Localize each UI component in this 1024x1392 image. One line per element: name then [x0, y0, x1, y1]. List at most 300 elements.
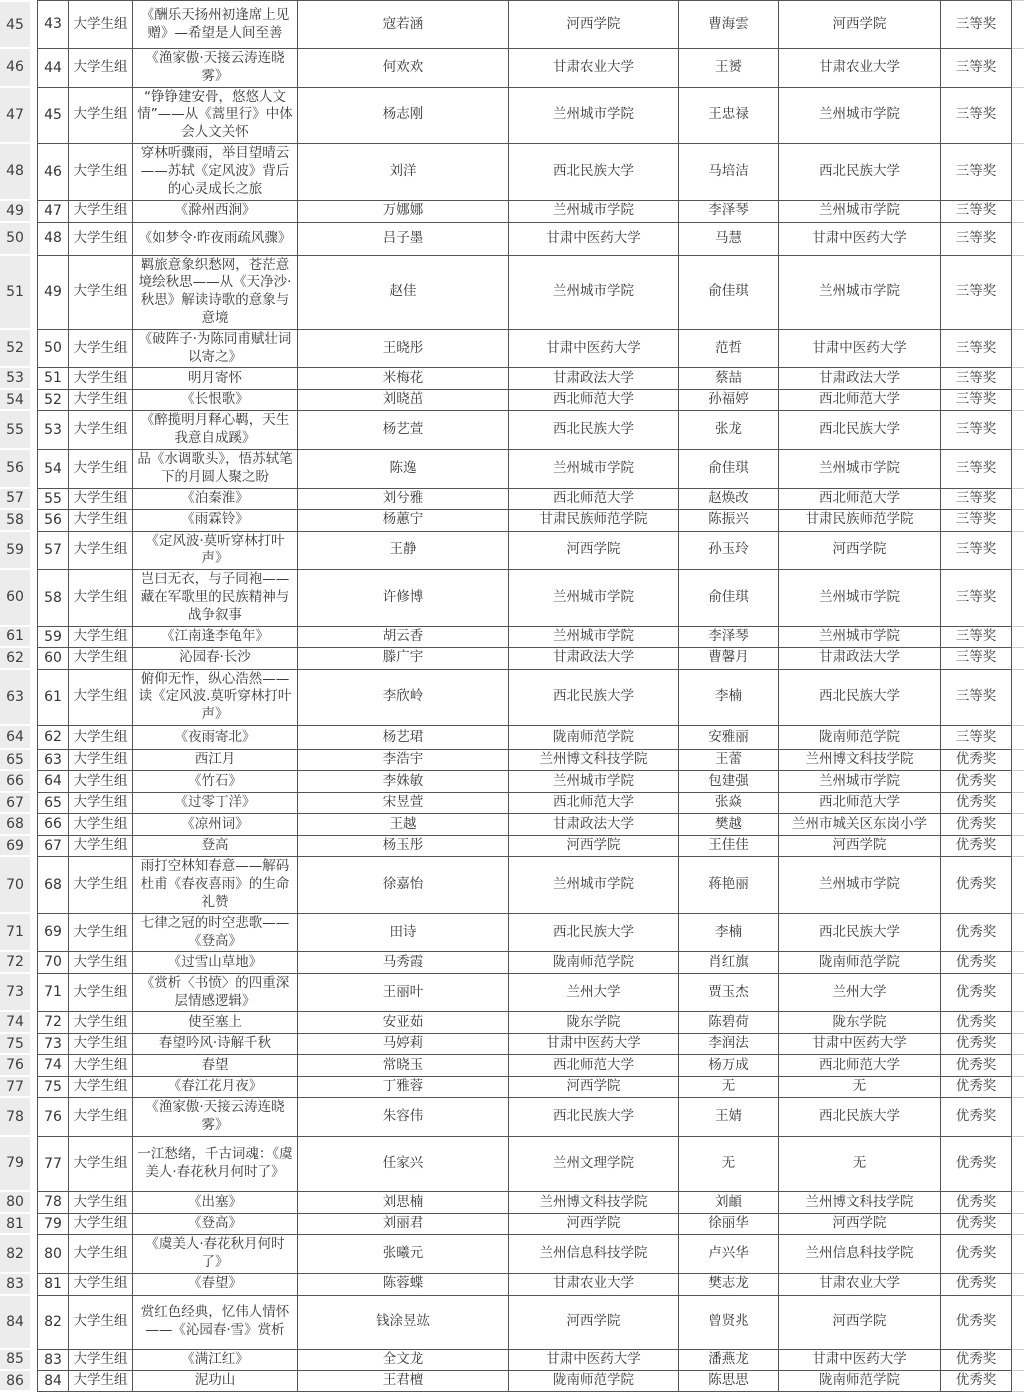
cell-student-school[interactable]: 甘肃中医药大学	[508, 1034, 678, 1055]
cell-advisor-school[interactable]: 河西学院	[778, 0, 940, 49]
cell-advisor-school[interactable]: 甘肃民族师范学院	[778, 510, 940, 531]
cell-award-level[interactable]: 三等奖	[940, 670, 1012, 726]
cell-award-level[interactable]: 优秀奖	[940, 1137, 1012, 1192]
cell-advisor-name[interactable]: 蒋艳丽	[678, 857, 778, 913]
cell-work-title[interactable]: 穿林听骤雨，举目望晴云——苏轼《定风波》背后的心灵成长之旅	[132, 144, 297, 200]
row-number[interactable]: 74	[0, 1012, 30, 1033]
cell-work-title[interactable]: 《满江红》	[132, 1350, 297, 1371]
cell-group[interactable]: 大学生组	[68, 1137, 132, 1192]
cell-award-level[interactable]: 优秀奖	[940, 1055, 1012, 1076]
cell-advisor-name[interactable]: 王蕾	[678, 750, 778, 771]
row-number[interactable]: 56	[0, 450, 30, 489]
cell-advisor-school[interactable]: 甘肃农业大学	[778, 1274, 940, 1295]
cell-award-level[interactable]: 优秀奖	[940, 814, 1012, 835]
row-number[interactable]: 57	[0, 489, 30, 510]
cell-entry-no[interactable]: 46	[37, 144, 68, 200]
cell-award-level[interactable]: 优秀奖	[940, 857, 1012, 913]
cell-group[interactable]: 大学生组	[68, 450, 132, 489]
cell-advisor-name[interactable]: 包建强	[678, 771, 778, 792]
cell-student-school[interactable]: 甘肃中医药大学	[508, 223, 678, 256]
cell-entry-no[interactable]: 59	[37, 627, 68, 648]
cell-award-level[interactable]: 三等奖	[940, 532, 1012, 571]
cell-advisor-school[interactable]: 陇南师范学院	[778, 1371, 940, 1392]
cell-student-school[interactable]: 河西学院	[508, 836, 678, 857]
cell-student-school[interactable]: 西北民族大学	[508, 411, 678, 450]
cell-student-school[interactable]: 西北师范大学	[508, 1055, 678, 1076]
cell-group[interactable]: 大学生组	[68, 411, 132, 450]
cell-work-title[interactable]: 《定风波·莫听穿林打叶声》	[132, 532, 297, 571]
cell-advisor-name[interactable]: 曾贤兆	[678, 1296, 778, 1350]
cell-student-name[interactable]: 王君檀	[297, 1371, 508, 1392]
row-number[interactable]: 58	[0, 510, 30, 531]
cell-advisor-name[interactable]: 刘頔	[678, 1192, 778, 1214]
cell-student-school[interactable]: 西北师范大学	[508, 793, 678, 814]
row-number[interactable]: 67	[0, 793, 30, 814]
cell-entry-no[interactable]: 48	[37, 223, 68, 256]
cell-work-title[interactable]: 《破阵子·为陈同甫赋壮词以寄之》	[132, 330, 297, 369]
row-number[interactable]: 83	[0, 1274, 30, 1295]
cell-award-level[interactable]: 三等奖	[940, 330, 1012, 369]
cell-advisor-name[interactable]: 张焱	[678, 793, 778, 814]
cell-entry-no[interactable]: 47	[37, 201, 68, 223]
cell-entry-no[interactable]: 65	[37, 793, 68, 814]
cell-advisor-school[interactable]: 河西学院	[778, 1296, 940, 1350]
cell-advisor-school[interactable]: 西北师范大学	[778, 489, 940, 510]
row-number[interactable]: 76	[0, 1055, 30, 1076]
cell-advisor-name[interactable]: 曹馨月	[678, 648, 778, 669]
cell-advisor-school[interactable]: 兰州博文科技学院	[778, 1192, 940, 1214]
cell-work-title[interactable]: 《长恨歌》	[132, 390, 297, 411]
cell-entry-no[interactable]: 77	[37, 1137, 68, 1192]
cell-advisor-school[interactable]: 陇东学院	[778, 1012, 940, 1033]
cell-advisor-school[interactable]: 兰州博文科技学院	[778, 750, 940, 771]
cell-advisor-name[interactable]: 李泽琴	[678, 627, 778, 648]
cell-advisor-school[interactable]: 兰州城市学院	[778, 857, 940, 913]
cell-group[interactable]: 大学生组	[68, 368, 132, 389]
cell-advisor-name[interactable]: 孙福婷	[678, 390, 778, 411]
cell-student-name[interactable]: 米梅花	[297, 368, 508, 389]
cell-award-level[interactable]: 优秀奖	[940, 1371, 1012, 1392]
cell-group[interactable]: 大学生组	[68, 88, 132, 144]
cell-group[interactable]: 大学生组	[68, 330, 132, 369]
cell-work-title[interactable]: 登高	[132, 836, 297, 857]
row-number[interactable]: 51	[0, 256, 30, 330]
cell-student-school[interactable]: 河西学院	[508, 1296, 678, 1350]
cell-student-name[interactable]: 杨志刚	[297, 88, 508, 144]
cell-student-name[interactable]: 吕子墨	[297, 223, 508, 256]
cell-advisor-name[interactable]: 李楠	[678, 670, 778, 726]
cell-advisor-school[interactable]: 陇南师范学院	[778, 952, 940, 973]
cell-group[interactable]: 大学生组	[68, 489, 132, 510]
cell-award-level[interactable]: 优秀奖	[940, 750, 1012, 771]
cell-work-title[interactable]: 《出塞》	[132, 1192, 297, 1214]
cell-award-level[interactable]: 三等奖	[940, 648, 1012, 669]
cell-advisor-name[interactable]: 肖红旗	[678, 952, 778, 973]
cell-award-level[interactable]: 三等奖	[940, 144, 1012, 200]
cell-student-name[interactable]: 全文龙	[297, 1350, 508, 1371]
cell-student-name[interactable]: 王晓彤	[297, 330, 508, 369]
cell-entry-no[interactable]: 82	[37, 1296, 68, 1350]
cell-entry-no[interactable]: 62	[37, 726, 68, 750]
cell-advisor-name[interactable]: 李润法	[678, 1034, 778, 1055]
cell-group[interactable]: 大学生组	[68, 1214, 132, 1235]
cell-student-name[interactable]: 刘丽君	[297, 1214, 508, 1235]
cell-advisor-name[interactable]: 陈振兴	[678, 510, 778, 531]
cell-student-school[interactable]: 河西学院	[508, 1077, 678, 1098]
cell-entry-no[interactable]: 70	[37, 952, 68, 973]
row-number[interactable]: 61	[0, 627, 30, 648]
cell-award-level[interactable]: 优秀奖	[940, 1350, 1012, 1371]
cell-entry-no[interactable]: 84	[37, 1371, 68, 1392]
row-number[interactable]: 85	[0, 1350, 30, 1371]
cell-advisor-school[interactable]: 无	[778, 1077, 940, 1098]
cell-entry-no[interactable]: 73	[37, 1034, 68, 1055]
cell-student-name[interactable]: 张曦元	[297, 1235, 508, 1274]
cell-work-title[interactable]: 《滁州西涧》	[132, 201, 297, 223]
cell-work-title[interactable]: 俯仰无怍，纵心浩然——读《定风波.莫听穿林打叶声》	[132, 670, 297, 726]
cell-award-level[interactable]: 三等奖	[940, 201, 1012, 223]
cell-advisor-school[interactable]: 西北民族大学	[778, 1098, 940, 1137]
cell-student-name[interactable]: 胡云香	[297, 627, 508, 648]
cell-advisor-name[interactable]: 王赟	[678, 49, 778, 88]
cell-award-level[interactable]: 优秀奖	[940, 1192, 1012, 1214]
cell-entry-no[interactable]: 64	[37, 771, 68, 792]
cell-advisor-school[interactable]: 甘肃农业大学	[778, 49, 940, 88]
cell-group[interactable]: 大学生组	[68, 771, 132, 792]
cell-group[interactable]: 大学生组	[68, 390, 132, 411]
cell-advisor-name[interactable]: 蔡喆	[678, 368, 778, 389]
cell-group[interactable]: 大学生组	[68, 1012, 132, 1033]
cell-advisor-name[interactable]: 王忠禄	[678, 88, 778, 144]
cell-award-level[interactable]: 优秀奖	[940, 1274, 1012, 1295]
row-number[interactable]: 78	[0, 1098, 30, 1137]
cell-entry-no[interactable]: 49	[37, 256, 68, 330]
cell-advisor-school[interactable]: 兰州城市学院	[778, 88, 940, 144]
row-number[interactable]: 73	[0, 974, 30, 1013]
cell-student-school[interactable]: 甘肃政法大学	[508, 814, 678, 835]
cell-work-title[interactable]: 泥功山	[132, 1371, 297, 1392]
row-number[interactable]: 69	[0, 836, 30, 857]
cell-award-level[interactable]: 三等奖	[940, 627, 1012, 648]
cell-work-title[interactable]: 《竹石》	[132, 771, 297, 792]
cell-student-school[interactable]: 甘肃农业大学	[508, 49, 678, 88]
cell-advisor-school[interactable]: 甘肃中医药大学	[778, 223, 940, 256]
cell-advisor-name[interactable]: 陈思思	[678, 1371, 778, 1392]
cell-work-title[interactable]: 《春望》	[132, 1274, 297, 1295]
cell-advisor-school[interactable]: 甘肃中医药大学	[778, 1350, 940, 1371]
cell-group[interactable]: 大学生组	[68, 857, 132, 913]
cell-advisor-name[interactable]: 徐丽华	[678, 1214, 778, 1235]
cell-student-name[interactable]: 常晓玉	[297, 1055, 508, 1076]
cell-advisor-name[interactable]: 俞佳琪	[678, 570, 778, 626]
cell-work-title[interactable]: 品《水调歌头》，悟苏轼笔下的月圆人聚之盼	[132, 450, 297, 489]
cell-student-school[interactable]: 陇南师范学院	[508, 726, 678, 750]
cell-advisor-name[interactable]: 马慧	[678, 223, 778, 256]
cell-student-school[interactable]: 西北民族大学	[508, 144, 678, 200]
cell-student-name[interactable]: 何欢欢	[297, 49, 508, 88]
cell-student-school[interactable]: 兰州大学	[508, 974, 678, 1013]
cell-work-title[interactable]: “铮铮建安骨，悠悠人文情”——从《蒿里行》中体会人文关怀	[132, 88, 297, 144]
cell-advisor-school[interactable]: 兰州信息科技学院	[778, 1235, 940, 1274]
cell-student-school[interactable]: 甘肃政法大学	[508, 368, 678, 389]
cell-group[interactable]: 大学生组	[68, 201, 132, 223]
cell-work-title[interactable]: 春望	[132, 1055, 297, 1076]
row-number[interactable]: 84	[0, 1296, 30, 1350]
cell-advisor-school[interactable]: 西北师范大学	[778, 793, 940, 814]
cell-advisor-school[interactable]: 兰州城市学院	[778, 771, 940, 792]
cell-advisor-school[interactable]: 西北民族大学	[778, 411, 940, 450]
cell-work-title[interactable]: 七律之冠的时空悲歌——《登高》	[132, 914, 297, 953]
cell-group[interactable]: 大学生组	[68, 814, 132, 835]
cell-student-school[interactable]: 甘肃政法大学	[508, 648, 678, 669]
cell-group[interactable]: 大学生组	[68, 914, 132, 953]
cell-entry-no[interactable]: 75	[37, 1077, 68, 1098]
cell-work-title[interactable]: 《醉揽明月释心羁，天生我意自成蹊》	[132, 411, 297, 450]
cell-award-level[interactable]: 三等奖	[940, 49, 1012, 88]
cell-student-school[interactable]: 兰州博文科技学院	[508, 1192, 678, 1214]
cell-entry-no[interactable]: 43	[37, 0, 68, 49]
row-number[interactable]: 52	[0, 330, 30, 369]
cell-student-name[interactable]: 马秀霞	[297, 952, 508, 973]
cell-award-level[interactable]: 三等奖	[940, 390, 1012, 411]
row-number[interactable]: 54	[0, 390, 30, 411]
cell-student-name[interactable]: 杨艺萱	[297, 411, 508, 450]
cell-award-level[interactable]: 优秀奖	[940, 1296, 1012, 1350]
row-number[interactable]: 59	[0, 532, 30, 571]
cell-student-school[interactable]: 兰州博文科技学院	[508, 750, 678, 771]
row-number[interactable]: 63	[0, 670, 30, 726]
cell-work-title[interactable]: 岂曰无衣，与子同袍——藏在军歌里的民族精神与战争叙事	[132, 570, 297, 626]
row-number[interactable]: 75	[0, 1034, 30, 1055]
row-number[interactable]: 55	[0, 411, 30, 450]
cell-award-level[interactable]: 优秀奖	[940, 952, 1012, 973]
cell-award-level[interactable]: 三等奖	[940, 726, 1012, 750]
cell-work-title[interactable]: 《如梦令·昨夜雨疏风骤》	[132, 223, 297, 256]
cell-award-level[interactable]: 优秀奖	[940, 974, 1012, 1013]
cell-student-name[interactable]: 李欣岭	[297, 670, 508, 726]
cell-work-title[interactable]: 赏红色经典，忆伟人情怀——《沁园春·雪》赏析	[132, 1296, 297, 1350]
cell-work-title[interactable]: 一江愁绪，千古词魂：《虞美人·春花秋月何时了》	[132, 1137, 297, 1192]
cell-entry-no[interactable]: 60	[37, 648, 68, 669]
cell-award-level[interactable]: 三等奖	[940, 510, 1012, 531]
cell-award-level[interactable]: 优秀奖	[940, 1235, 1012, 1274]
row-number[interactable]: 47	[0, 88, 30, 144]
cell-group[interactable]: 大学生组	[68, 1235, 132, 1274]
cell-student-school[interactable]: 甘肃民族师范学院	[508, 510, 678, 531]
row-number[interactable]: 45	[0, 0, 30, 49]
cell-student-school[interactable]: 西北民族大学	[508, 914, 678, 953]
cell-advisor-name[interactable]: 李楠	[678, 914, 778, 953]
cell-student-school[interactable]: 陇东学院	[508, 1012, 678, 1033]
cell-student-name[interactable]: 刘洋	[297, 144, 508, 200]
cell-work-title[interactable]: 《过零丁洋》	[132, 793, 297, 814]
cell-group[interactable]: 大学生组	[68, 670, 132, 726]
cell-student-school[interactable]: 河西学院	[508, 1214, 678, 1235]
cell-award-level[interactable]: 三等奖	[940, 368, 1012, 389]
cell-award-level[interactable]: 三等奖	[940, 223, 1012, 256]
cell-entry-no[interactable]: 81	[37, 1274, 68, 1295]
cell-work-title[interactable]: 《雨霖铃》	[132, 510, 297, 531]
cell-student-school[interactable]: 兰州城市学院	[508, 450, 678, 489]
cell-work-title[interactable]: 《渔家傲·天接云涛连晓雾》	[132, 49, 297, 88]
row-number[interactable]: 66	[0, 771, 30, 792]
cell-advisor-name[interactable]: 卢兴华	[678, 1235, 778, 1274]
cell-group[interactable]: 大学生组	[68, 836, 132, 857]
cell-group[interactable]: 大学生组	[68, 793, 132, 814]
cell-award-level[interactable]: 三等奖	[940, 450, 1012, 489]
cell-group[interactable]: 大学生组	[68, 1296, 132, 1350]
cell-advisor-school[interactable]: 河西学院	[778, 532, 940, 571]
cell-advisor-school[interactable]: 河西学院	[778, 836, 940, 857]
cell-group[interactable]: 大学生组	[68, 648, 132, 669]
cell-award-level[interactable]: 优秀奖	[940, 1077, 1012, 1098]
row-number[interactable]: 71	[0, 914, 30, 953]
cell-work-title[interactable]: 《凉州词》	[132, 814, 297, 835]
cell-advisor-school[interactable]: 西北师范大学	[778, 390, 940, 411]
cell-advisor-name[interactable]: 王婧	[678, 1098, 778, 1137]
cell-group[interactable]: 大学生组	[68, 570, 132, 626]
row-number[interactable]: 46	[0, 49, 30, 88]
cell-advisor-name[interactable]: 潘燕龙	[678, 1350, 778, 1371]
cell-work-title[interactable]: 《泊秦淮》	[132, 489, 297, 510]
cell-student-name[interactable]: 李姝敏	[297, 771, 508, 792]
cell-student-school[interactable]: 甘肃中医药大学	[508, 330, 678, 369]
cell-student-name[interactable]: 滕广宇	[297, 648, 508, 669]
cell-work-title[interactable]: 《酬乐天扬州初逢席上见赠》—希望是人间至善	[132, 0, 297, 49]
cell-group[interactable]: 大学生组	[68, 144, 132, 200]
cell-advisor-name[interactable]: 孙玉玲	[678, 532, 778, 571]
cell-entry-no[interactable]: 51	[37, 368, 68, 389]
cell-student-name[interactable]: 安亚茹	[297, 1012, 508, 1033]
cell-student-name[interactable]: 寇若涵	[297, 0, 508, 49]
cell-advisor-name[interactable]: 王佳佳	[678, 836, 778, 857]
cell-group[interactable]: 大学生组	[68, 49, 132, 88]
cell-entry-no[interactable]: 45	[37, 88, 68, 144]
row-number[interactable]: 64	[0, 726, 30, 750]
cell-advisor-school[interactable]: 兰州大学	[778, 974, 940, 1013]
cell-entry-no[interactable]: 58	[37, 570, 68, 626]
cell-entry-no[interactable]: 71	[37, 974, 68, 1013]
cell-advisor-name[interactable]: 俞佳琪	[678, 450, 778, 489]
cell-student-school[interactable]: 兰州城市学院	[508, 201, 678, 223]
cell-entry-no[interactable]: 72	[37, 1012, 68, 1033]
cell-student-name[interactable]: 陈逸	[297, 450, 508, 489]
cell-student-school[interactable]: 西北民族大学	[508, 1098, 678, 1137]
cell-student-name[interactable]: 徐嘉怡	[297, 857, 508, 913]
cell-work-title[interactable]: 《江南逢李龟年》	[132, 627, 297, 648]
cell-group[interactable]: 大学生组	[68, 1274, 132, 1295]
row-number[interactable]: 79	[0, 1137, 30, 1192]
cell-advisor-name[interactable]: 安雅丽	[678, 726, 778, 750]
cell-group[interactable]: 大学生组	[68, 223, 132, 256]
cell-student-school[interactable]: 西北师范大学	[508, 390, 678, 411]
cell-entry-no[interactable]: 57	[37, 532, 68, 571]
cell-award-level[interactable]: 优秀奖	[940, 914, 1012, 953]
cell-student-name[interactable]: 王丽叶	[297, 974, 508, 1013]
cell-student-name[interactable]: 万娜娜	[297, 201, 508, 223]
cell-entry-no[interactable]: 80	[37, 1235, 68, 1274]
cell-student-name[interactable]: 许修博	[297, 570, 508, 626]
cell-advisor-name[interactable]: 李泽琴	[678, 201, 778, 223]
cell-award-level[interactable]: 优秀奖	[940, 1214, 1012, 1235]
cell-advisor-name[interactable]: 无	[678, 1137, 778, 1192]
cell-group[interactable]: 大学生组	[68, 0, 132, 49]
cell-advisor-school[interactable]: 甘肃中医药大学	[778, 330, 940, 369]
cell-entry-no[interactable]: 69	[37, 914, 68, 953]
cell-award-level[interactable]: 优秀奖	[940, 1012, 1012, 1033]
cell-student-school[interactable]: 甘肃农业大学	[508, 1274, 678, 1295]
cell-group[interactable]: 大学生组	[68, 1055, 132, 1076]
cell-advisor-name[interactable]: 樊越	[678, 814, 778, 835]
cell-student-school[interactable]: 兰州城市学院	[508, 88, 678, 144]
cell-advisor-school[interactable]: 陇南师范学院	[778, 726, 940, 750]
cell-student-name[interactable]: 李浩宇	[297, 750, 508, 771]
cell-student-school[interactable]: 西北师范大学	[508, 489, 678, 510]
cell-student-name[interactable]: 王越	[297, 814, 508, 835]
cell-student-name[interactable]: 宋昱萱	[297, 793, 508, 814]
cell-award-level[interactable]: 优秀奖	[940, 1098, 1012, 1137]
cell-work-title[interactable]: 西江月	[132, 750, 297, 771]
cell-group[interactable]: 大学生组	[68, 726, 132, 750]
cell-award-level[interactable]: 优秀奖	[940, 793, 1012, 814]
cell-entry-no[interactable]: 54	[37, 450, 68, 489]
cell-advisor-school[interactable]: 无	[778, 1137, 940, 1192]
cell-entry-no[interactable]: 76	[37, 1098, 68, 1137]
cell-student-school[interactable]: 兰州城市学院	[508, 771, 678, 792]
cell-student-name[interactable]: 杨艺珺	[297, 726, 508, 750]
row-number[interactable]: 49	[0, 201, 30, 223]
cell-entry-no[interactable]: 79	[37, 1214, 68, 1235]
cell-entry-no[interactable]: 55	[37, 489, 68, 510]
row-number[interactable]: 53	[0, 368, 30, 389]
row-number[interactable]: 72	[0, 952, 30, 973]
cell-student-name[interactable]: 赵佳	[297, 256, 508, 330]
cell-entry-no[interactable]: 66	[37, 814, 68, 835]
cell-student-school[interactable]: 西北民族大学	[508, 670, 678, 726]
cell-advisor-school[interactable]: 兰州城市学院	[778, 570, 940, 626]
cell-advisor-name[interactable]: 曹海雲	[678, 0, 778, 49]
cell-award-level[interactable]: 三等奖	[940, 88, 1012, 144]
row-number[interactable]: 60	[0, 570, 30, 626]
row-number[interactable]: 65	[0, 750, 30, 771]
cell-work-title[interactable]: 沁园春·长沙	[132, 648, 297, 669]
cell-student-school[interactable]: 兰州城市学院	[508, 857, 678, 913]
cell-entry-no[interactable]: 50	[37, 330, 68, 369]
cell-group[interactable]: 大学生组	[68, 1098, 132, 1137]
cell-group[interactable]: 大学生组	[68, 750, 132, 771]
cell-student-name[interactable]: 刘兮雅	[297, 489, 508, 510]
cell-work-title[interactable]: 《过雪山草地》	[132, 952, 297, 973]
cell-student-school[interactable]: 兰州城市学院	[508, 256, 678, 330]
row-number[interactable]: 70	[0, 857, 30, 913]
cell-award-level[interactable]: 三等奖	[940, 0, 1012, 49]
cell-advisor-name[interactable]: 陈碧荷	[678, 1012, 778, 1033]
cell-award-level[interactable]: 优秀奖	[940, 771, 1012, 792]
cell-advisor-school[interactable]: 西北民族大学	[778, 144, 940, 200]
cell-advisor-school[interactable]: 兰州城市学院	[778, 450, 940, 489]
row-number[interactable]: 50	[0, 223, 30, 256]
cell-entry-no[interactable]: 44	[37, 49, 68, 88]
cell-work-title[interactable]: 《渔家傲·天接云涛连晓雾》	[132, 1098, 297, 1137]
cell-advisor-name[interactable]: 俞佳琪	[678, 256, 778, 330]
cell-work-title[interactable]: 明月寄怀	[132, 368, 297, 389]
cell-work-title[interactable]: 《虞美人·春花秋月何时了》	[132, 1235, 297, 1274]
cell-entry-no[interactable]: 52	[37, 390, 68, 411]
cell-advisor-name[interactable]: 贾玉杰	[678, 974, 778, 1013]
row-number[interactable]: 81	[0, 1214, 30, 1235]
cell-entry-no[interactable]: 67	[37, 836, 68, 857]
cell-group[interactable]: 大学生组	[68, 1371, 132, 1392]
